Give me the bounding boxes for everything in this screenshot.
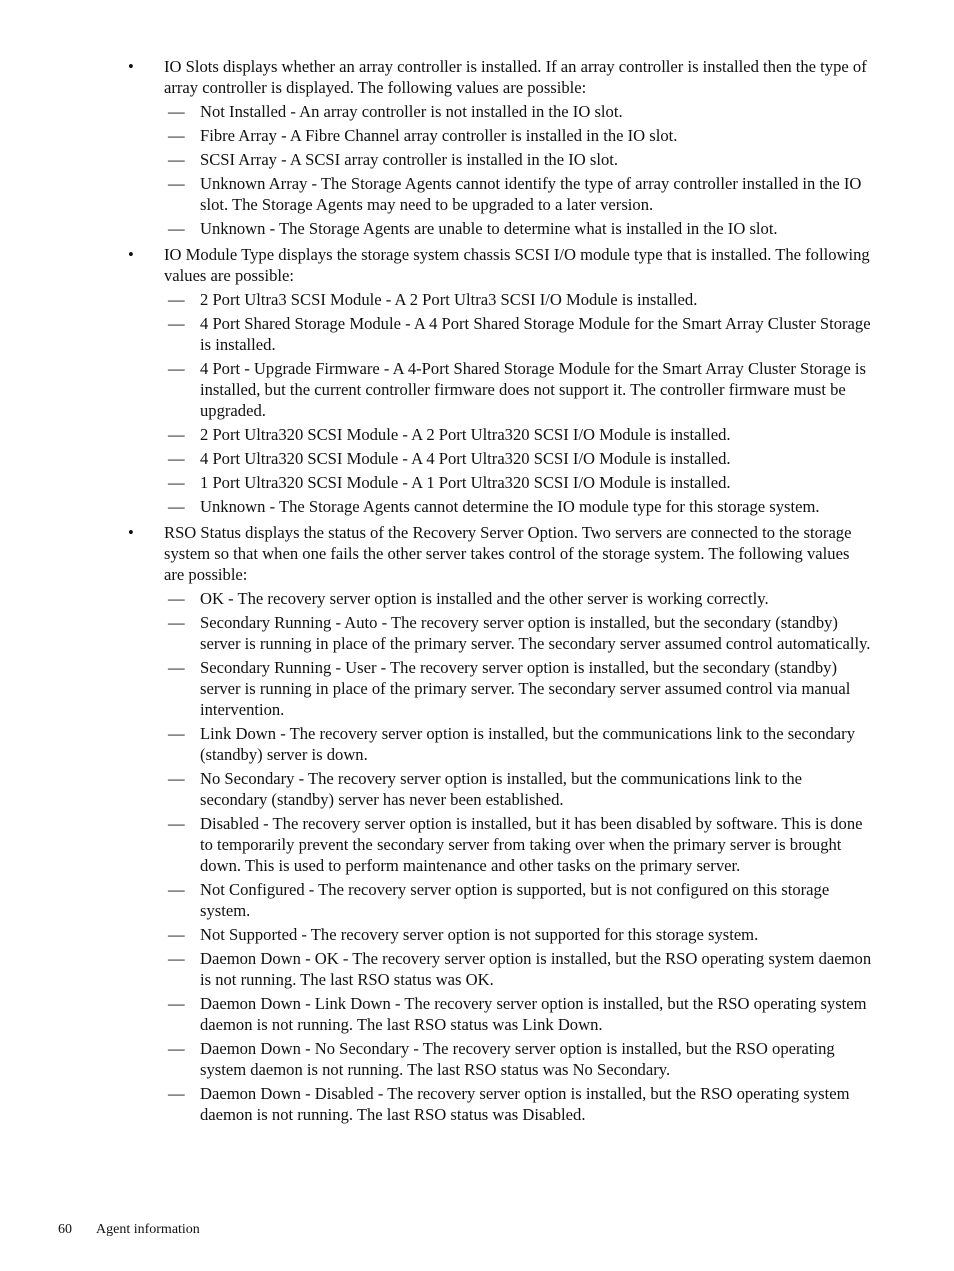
sub-item-text: Link Down - The recovery server option is installed, but the communications link to the secondary (standby) server is down. <box>200 724 855 764</box>
sub-item-text: 4 Port Shared Storage Module - A 4 Port Shared Storage Module for the Smart Array Cluster Storage is installed. <box>200 314 871 354</box>
bullet-text: IO Slots displays whether an array controller is installed. If an array controller is installed then the type of array controller is displayed. The following values are possible: <box>164 57 867 97</box>
dash-marker: — <box>168 473 185 492</box>
sub-list <box>164 588 873 1125</box>
sub-list <box>164 101 873 239</box>
dash-marker: — <box>168 102 185 121</box>
sub-item-text: 2 Port Ultra320 SCSI Module - A 2 Port Ultra320 SCSI I/O Module is installed. <box>200 425 731 444</box>
sub-item <box>130 879 873 921</box>
dash-marker: — <box>168 724 185 743</box>
dash-marker: — <box>168 359 185 378</box>
sub-item <box>130 313 873 355</box>
sub-item <box>130 813 873 876</box>
sub-item <box>130 358 873 421</box>
bullet-item-rso-status <box>128 522 873 1125</box>
sub-item-text: Daemon Down - No Secondary - The recovery server option is installed, but the RSO operating system daemon is not running. The last RSO status was No Secondary. <box>200 1039 835 1079</box>
sub-item <box>130 723 873 765</box>
sub-item-text: 4 Port Ultra320 SCSI Module - A 4 Port Ultra320 SCSI I/O Module is installed. <box>200 449 731 468</box>
sub-item <box>130 924 873 945</box>
dash-marker: — <box>168 925 185 944</box>
sub-item <box>130 588 873 609</box>
sub-item <box>130 173 873 215</box>
sub-item-text: Not Installed - An array controller is not installed in the IO slot. <box>200 102 623 121</box>
sub-item-text: Daemon Down - Disabled - The recovery server option is installed, but the RSO operating system daemon is not running. The last RSO status was Disabled. <box>200 1084 850 1124</box>
dash-marker: — <box>168 425 185 444</box>
bullet-marker: • <box>128 57 134 76</box>
dash-marker: — <box>168 949 185 968</box>
sub-item <box>130 1038 873 1080</box>
footer-section-title: Agent information <box>96 1222 200 1237</box>
dash-marker: — <box>168 219 185 238</box>
page-footer <box>58 1221 200 1239</box>
dash-marker: — <box>168 769 185 788</box>
bullet-item-io-module-type <box>128 244 873 517</box>
sub-item <box>130 1083 873 1125</box>
bullet-text: IO Module Type displays the storage system chassis SCSI I/O module type that is installed. The following values are possible: <box>164 245 870 285</box>
dash-marker: — <box>168 880 185 899</box>
sub-item-text: Secondary Running - User - The recovery server option is installed, but the secondary (standby) server is running in place of the primary server. The secondary server assumed control via manual intervention. <box>200 658 851 719</box>
dash-marker: — <box>168 613 185 632</box>
sub-item-text: SCSI Array - A SCSI array controller is installed in the IO slot. <box>200 150 619 169</box>
bullet-marker: • <box>128 245 134 264</box>
sub-list <box>164 289 873 517</box>
sub-item-text: Not Supported - The recovery server option is not supported for this storage system. <box>200 925 759 944</box>
page-number: 60 <box>58 1222 72 1237</box>
sub-item <box>130 101 873 122</box>
dash-marker: — <box>168 589 185 608</box>
sub-item-text: Secondary Running - Auto - The recovery server option is installed, but the secondary (standby) server is running in place of the primary server. The secondary server assumed control automatically. <box>200 613 871 653</box>
dash-marker: — <box>168 150 185 169</box>
sub-item-text: No Secondary - The recovery server option is installed, but the communications link to the secondary (standby) server has never been established. <box>200 769 802 809</box>
dash-marker: — <box>168 449 185 468</box>
sub-item-text: Unknown - The Storage Agents are unable to determine what is installed in the IO slot. <box>200 219 778 238</box>
sub-item-text: Unknown - The Storage Agents cannot determine the IO module type for this storage system. <box>200 497 820 516</box>
sub-item-text: 2 Port Ultra3 SCSI Module - A 2 Port Ultra3 SCSI I/O Module is installed. <box>200 290 698 309</box>
bullet-marker: • <box>128 523 134 542</box>
dash-marker: — <box>168 658 185 677</box>
dash-marker: — <box>168 174 185 193</box>
dash-marker: — <box>168 1039 185 1058</box>
sub-item-text: Disabled - The recovery server option is installed, but it has been disabled by software. This is done to temporarily prevent the secondary server from taking over when the primary server is brought down. This is used to perform maintenance and other tasks on the primary server. <box>200 814 863 875</box>
dash-marker: — <box>168 290 185 309</box>
dash-marker: — <box>168 126 185 145</box>
sub-item-text: Daemon Down - OK - The recovery server option is installed, but the RSO operating system daemon is not running. The last RSO status was OK. <box>200 949 872 989</box>
sub-item-text: Not Configured - The recovery server option is supported, but is not configured on this storage system. <box>200 880 830 920</box>
sub-item <box>130 993 873 1035</box>
sub-item <box>130 424 873 445</box>
dash-marker: — <box>168 994 185 1013</box>
sub-item-text: 4 Port - Upgrade Firmware - A 4-Port Shared Storage Module for the Smart Array Cluster Storage is installed, but the current controller firmware does not support it. The controller firmware must be upgraded. <box>200 359 866 420</box>
sub-item-text: Daemon Down - Link Down - The recovery server option is installed, but the RSO operating system daemon is not running. The last RSO status was Link Down. <box>200 994 867 1034</box>
sub-item <box>130 149 873 170</box>
bullet-text: RSO Status displays the status of the Recovery Server Option. Two servers are connected to the storage system so that when one fails the other server takes control of the storage system. The following values are possible: <box>164 523 852 584</box>
dash-marker: — <box>168 814 185 833</box>
sub-item <box>130 496 873 517</box>
dash-marker: — <box>168 314 185 333</box>
sub-item <box>130 768 873 810</box>
sub-item <box>130 472 873 493</box>
sub-item <box>130 948 873 990</box>
sub-item-text: Fibre Array - A Fibre Channel array controller is installed in the IO slot. <box>200 126 678 145</box>
sub-item-text: Unknown Array - The Storage Agents cannot identify the type of array controller installed in the IO slot. The Storage Agents may need to be upgraded to a later version. <box>200 174 862 214</box>
sub-item <box>130 448 873 469</box>
bullet-item-io-slots <box>128 56 873 239</box>
bullet-list <box>128 56 873 1130</box>
sub-item <box>130 125 873 146</box>
dash-marker: — <box>168 1084 185 1103</box>
sub-item <box>130 218 873 239</box>
sub-item <box>130 657 873 720</box>
sub-item-text: OK - The recovery server option is installed and the other server is working correctly. <box>200 589 769 608</box>
sub-item-text: 1 Port Ultra320 SCSI Module - A 1 Port Ultra320 SCSI I/O Module is installed. <box>200 473 731 492</box>
sub-item <box>130 612 873 654</box>
sub-item <box>130 289 873 310</box>
dash-marker: — <box>168 497 185 516</box>
